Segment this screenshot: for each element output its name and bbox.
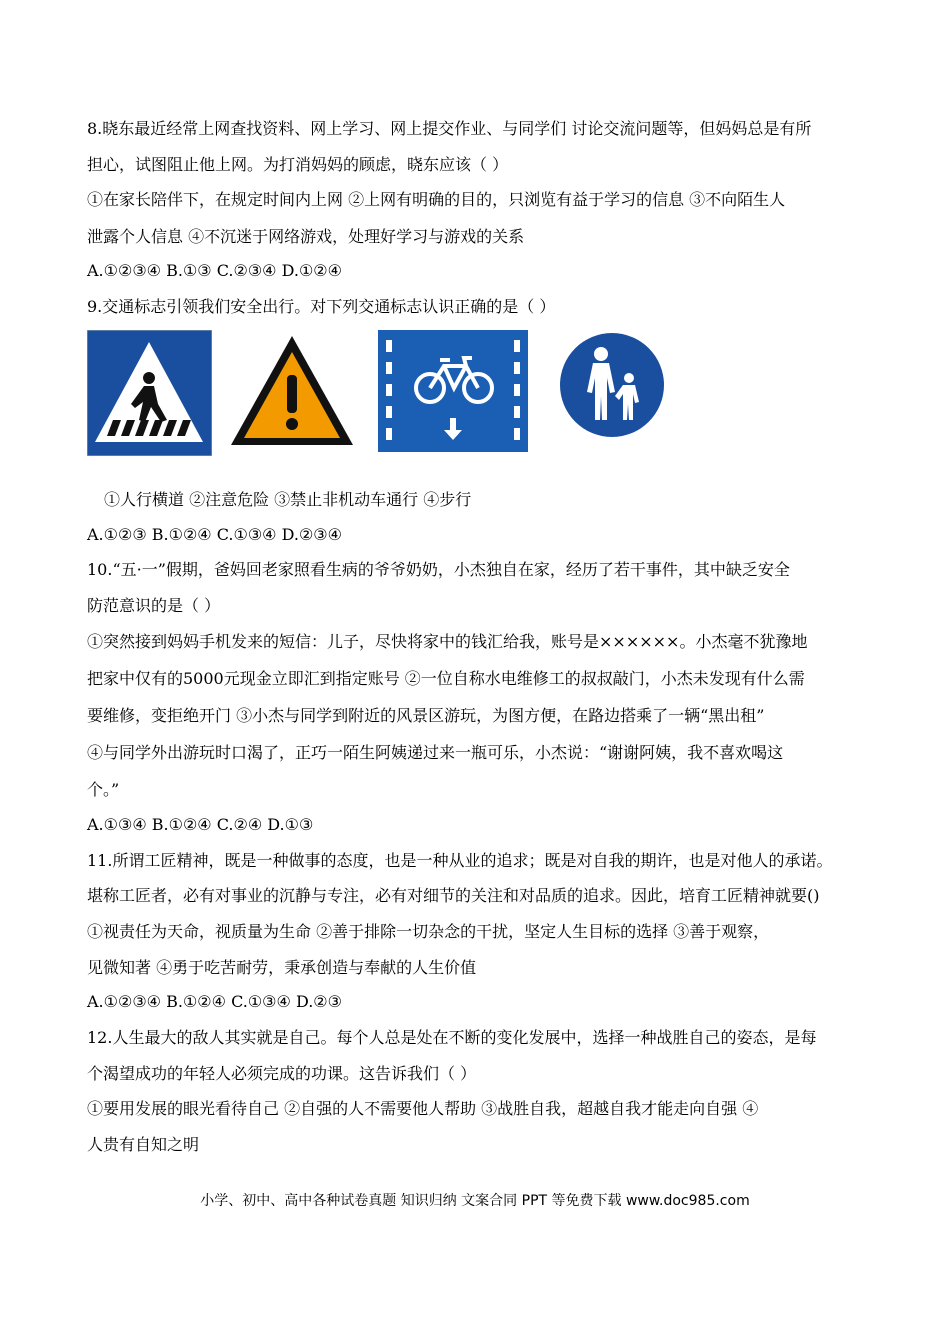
q8-statements-line-1: ①在家长陪伴下，在规定时间内上网 ②上网有明确的目的，只浏览有益于学习的信息 ③不向陌生人 [87, 190, 786, 209]
q9-statements: ①人行横道 ②注意危险 ③禁止非机动车通行 ④步行 [104, 490, 472, 509]
q8-stem-line-1: 8.晓东最近经常上网查找资料、网上学习、网上提交作业、与同学们 讨论交流问题等，但妈妈总是有所 [87, 119, 812, 138]
warning-danger-sign-icon [230, 330, 355, 456]
q12-statements-line-2: 人贵有自知之明 [87, 1135, 200, 1154]
q11-statements-line-1: ①视责任为天命，视质量为生命 ②善于排除一切杂念的干扰，坚定人生目标的选择 ③善于观察， [87, 922, 770, 941]
q10-stem-line-2: 防范意识的是（ ） [87, 596, 221, 615]
q12-statements-line-1: ①要用发展的眼光看待自己 ②自强的人不需要他人帮助 ③战胜自我，超越自我才能走向自强 ④ [87, 1099, 759, 1118]
q8-options: A.①②③④ B.①③ C.②③④ D.①②④ [87, 261, 342, 280]
q12-stem-line-2: 个渴望成功的年轻人必须完成的功课。这告诉我们（ ） [87, 1064, 477, 1083]
q10-statements-line-3: 要维修，变拒绝开门 ③小杰与同学到附近的风景区游玩，为图方便，在路边搭乘了一辆“黑出租” [87, 706, 765, 725]
q8-statements-line-2: 泄露个人信息 ④不沉迷于网络游戏，处理好学习与游戏的关系 [87, 227, 525, 246]
q11-statements-line-2: 见微知著 ④勇于吃苦耐劳，秉承创造与奉献的人生价值 [87, 958, 477, 977]
q10-statements-line-4: ④与同学外出游玩时口渴了，正巧一陌生阿姨递过来一瓶可乐，小杰说：“谢谢阿姨，我不喜欢喝这 [87, 743, 784, 762]
q10-stem-line-1: 10.“五·一”假期，爸妈回老家照看生病的爷爷奶奶，小杰独自在家，经历了若干事件，其中缺乏安全 [87, 560, 790, 579]
q11-stem-line-1: 11.所谓工匠精神，既是一种做事的态度，也是一种从业的追求；既是对自我的期许，也是对他人的承诺。 [87, 851, 833, 870]
q9-stem: 9.交通标志引领我们安全出行。对下列交通标志认识正确的是（ ） [87, 297, 556, 316]
q10-options: A.①③④ B.①②④ C.②④ D.①③ [87, 815, 314, 834]
q10-statements-line-1: ①突然接到妈妈手机发来的短信：儿子，尽快将家中的钱汇给我，账号是××××××。小杰毫不犹豫地 [87, 632, 808, 651]
q9-options: A.①②③ B.①②④ C.①③④ D.②③④ [87, 525, 342, 544]
traffic-signs-row [87, 330, 677, 456]
pedestrian-crossing-sign-icon [87, 330, 212, 456]
pedestrian-walk-sign-icon [557, 330, 667, 440]
q11-options: A.①②③④ B.①②④ C.①③④ D.②③ [87, 992, 342, 1011]
q8-stem-line-2: 担心，试图阻止他上网。为打消妈妈的顾虑，晓东应该（ ） [87, 155, 509, 174]
q11-stem-line-2: 堪称工匠者，必有对事业的沉静与专注，必有对细节的关注和对品质的追求。因此，培育工匠精神就要() [87, 886, 820, 905]
q10-statements-line-5: 个。” [87, 780, 120, 799]
q12-stem-line-1: 12.人生最大的敌人其实就是自己。每个人总是处在不断的变化发展中，选择一种战胜自己的姿态，是每 [87, 1028, 817, 1047]
page-footer: 小学、初中、高中各种试卷真题 知识归纳 文案合同 PPT 等免费下载 www.doc985.com [200, 1193, 750, 1209]
q10-statements-line-2: 把家中仅有的5000元现金立即汇到指定账号 ②一位自称水电维修工的叔叔敲门，小杰未发现有什么需 [87, 669, 805, 688]
bicycle-lane-sign-icon [378, 330, 528, 456]
